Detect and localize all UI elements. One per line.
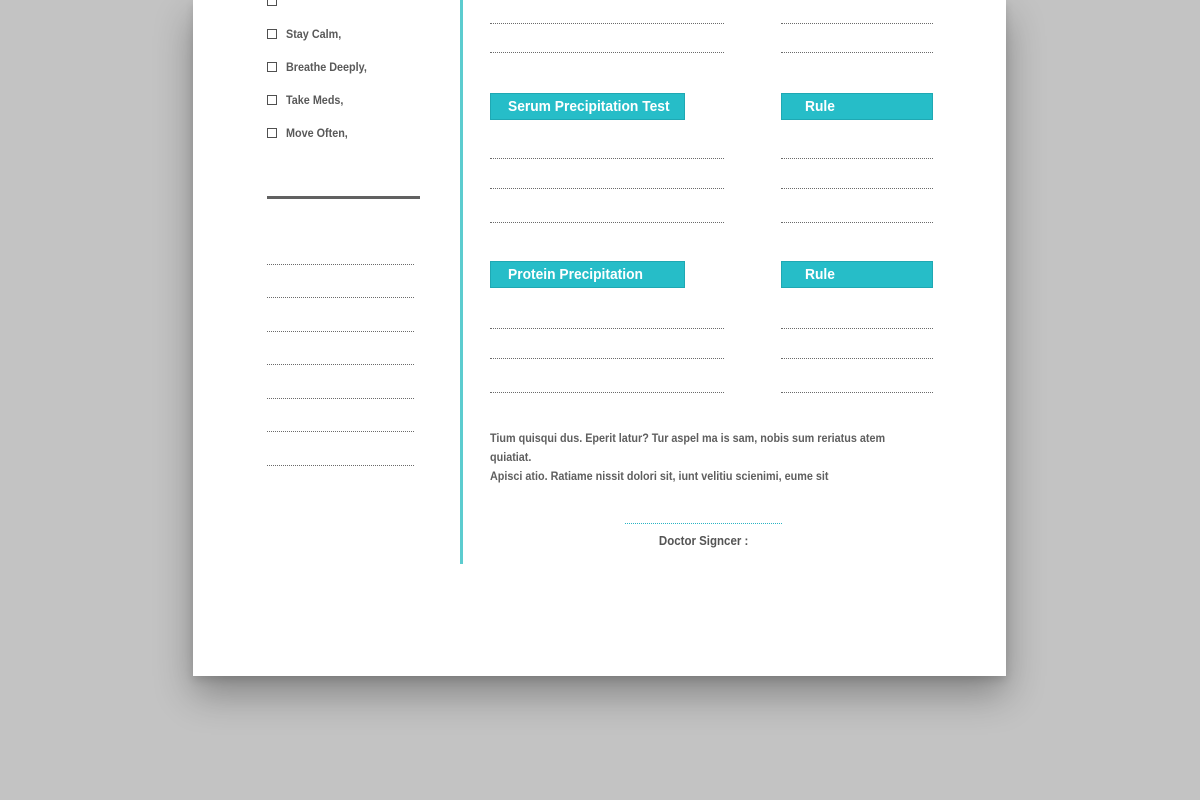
serum-precipitation-test-header (490, 93, 685, 120)
notes-line[interactable] (267, 298, 414, 332)
checkbox[interactable] (267, 29, 277, 39)
paragraph-line: Tium quisqui dus. Eperit latur? Tur aspel ma is sam, nobis sum reriatus atem quiatiat. (490, 431, 886, 464)
rule-header (781, 261, 933, 288)
document-page (193, 0, 1006, 676)
notes-line[interactable] (267, 332, 414, 366)
section-title: Rule (805, 98, 835, 115)
checklist-item (267, 0, 376, 17)
rule-field-line[interactable] (781, 158, 933, 159)
rule-header (781, 93, 933, 120)
protein-precipitation-header (490, 261, 685, 288)
notes-line[interactable] (267, 265, 414, 299)
column-divider (460, 0, 463, 564)
notes-paragraph (490, 429, 904, 486)
notes-line[interactable] (267, 365, 414, 399)
rule-field-line[interactable] (781, 328, 933, 329)
checklist-item-breathe-deeply (267, 50, 376, 83)
section-title: Serum Precipitation Test (508, 98, 670, 115)
checklist-item-stay-calm (267, 17, 376, 50)
notes-line[interactable] (267, 231, 414, 265)
test-field-line[interactable] (490, 158, 724, 159)
test-field-line[interactable] (490, 188, 724, 189)
test-field-line[interactable] (490, 328, 724, 329)
checklist-item-label: Stay Calm, (286, 26, 342, 41)
notes-line[interactable] (267, 432, 414, 466)
checkbox[interactable] (267, 0, 277, 6)
page-content (193, 0, 1006, 676)
checkbox[interactable] (267, 128, 277, 138)
test-field-line[interactable] (490, 222, 724, 223)
rule-field-line[interactable] (781, 52, 933, 53)
doctor-signature-label (625, 534, 782, 548)
section-title: Protein Precipitation (508, 266, 643, 283)
checklist-item-move-often (267, 116, 376, 149)
doctor-signature-line[interactable] (625, 523, 782, 524)
checklist-item-label: Move Often, (286, 125, 348, 140)
test-field-line[interactable] (490, 23, 724, 24)
test-field-line[interactable] (490, 52, 724, 53)
rule-field-line[interactable] (781, 222, 933, 223)
checklist-item-label: Breathe Deeply, (286, 59, 367, 74)
section-title: Rule (805, 266, 835, 283)
checklist-item-label: Take Meds, (286, 92, 344, 107)
rule-field-line[interactable] (781, 188, 933, 189)
notes-line[interactable] (267, 399, 414, 433)
rule-field-line[interactable] (781, 358, 933, 359)
checklist-item-take-meds (267, 83, 376, 116)
test-field-line[interactable] (490, 392, 724, 393)
rule-field-line[interactable] (781, 392, 933, 393)
checkbox[interactable] (267, 95, 277, 105)
paragraph-line: Apisci atio. Ratiame nissit dolori sit, iunt velitiu scienimi, eume sit (490, 469, 829, 483)
notes-heading-rule (267, 196, 420, 199)
test-field-line[interactable] (490, 358, 724, 359)
checkbox[interactable] (267, 62, 277, 72)
rule-field-line[interactable] (781, 23, 933, 24)
checklist (267, 0, 376, 149)
notes-lines (267, 231, 414, 466)
signature-label-text: Doctor Signcer : (658, 534, 749, 548)
